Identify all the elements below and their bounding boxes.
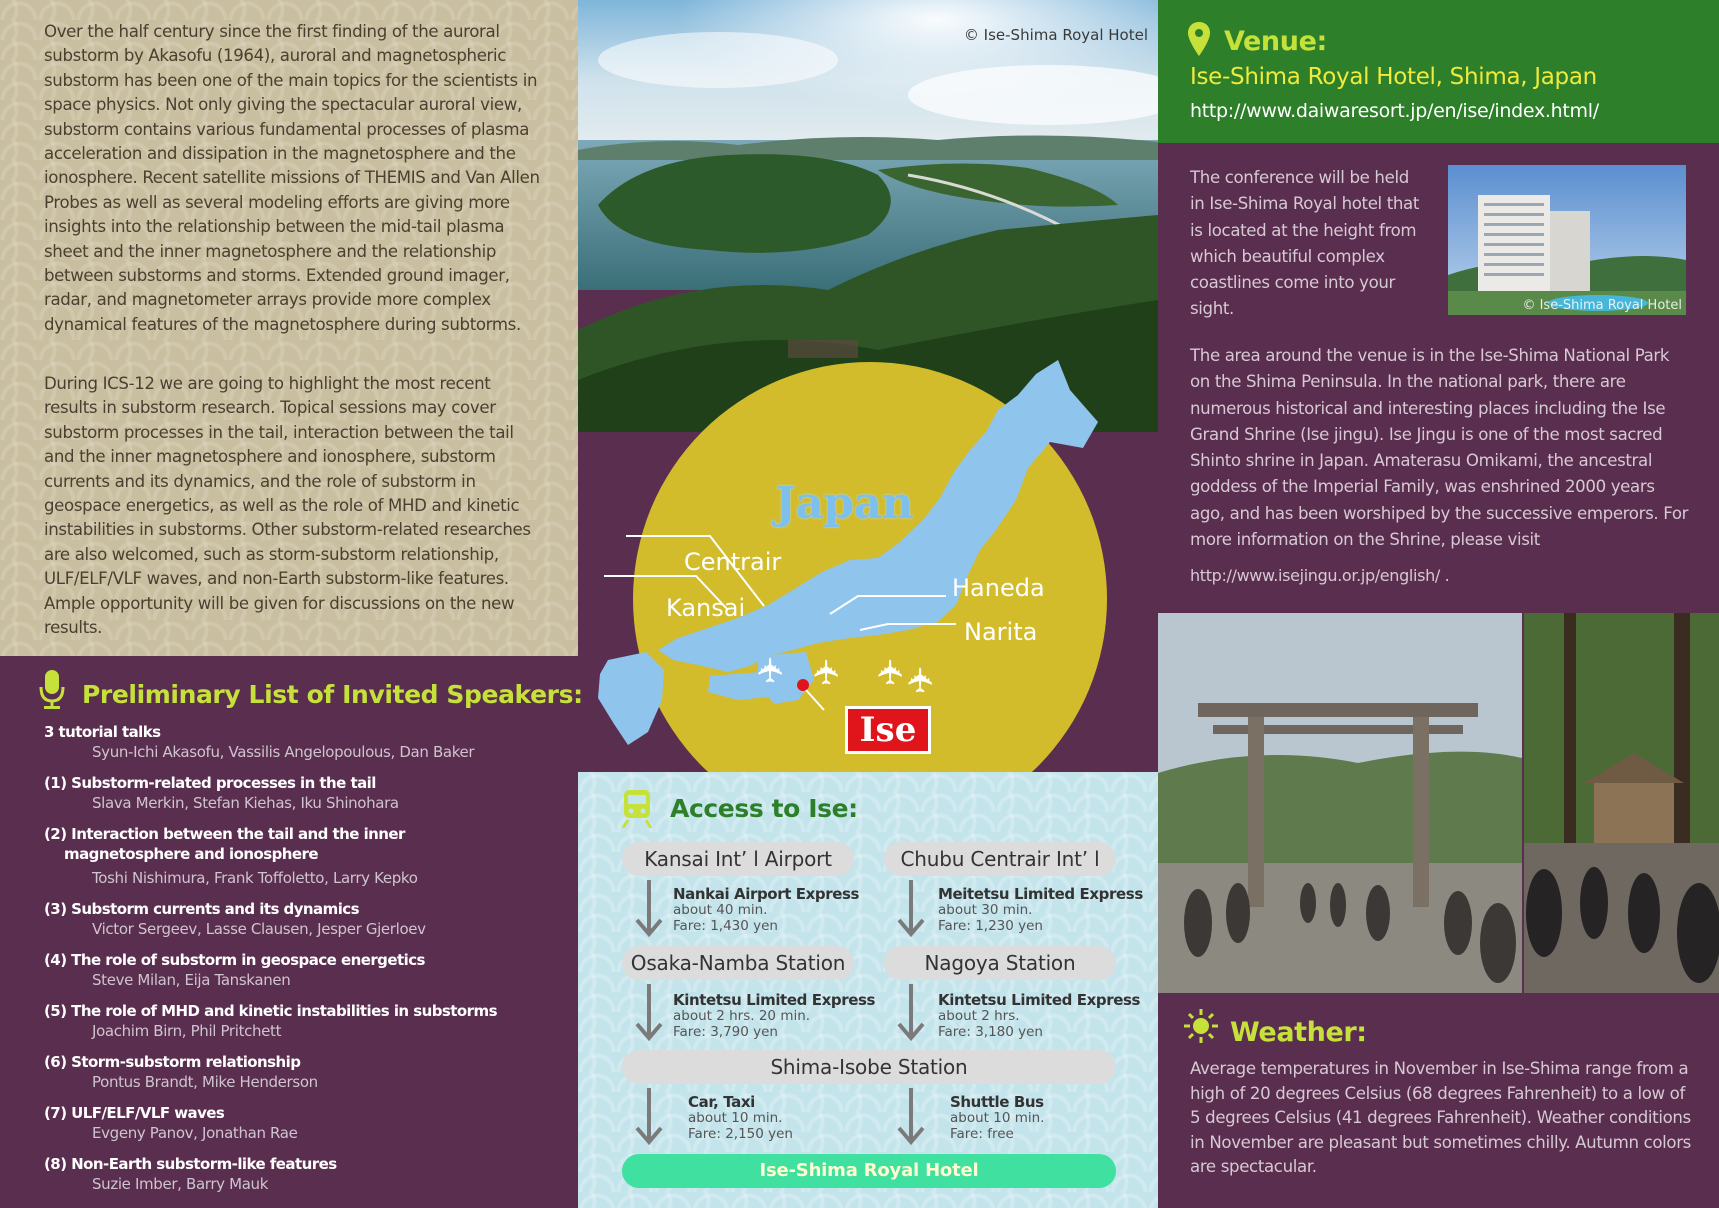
route-time: about 40 min.: [673, 902, 768, 918]
route-leg: [688, 1094, 793, 1142]
route-time: about 30 min.: [938, 902, 1033, 918]
route-name: Car, Taxi: [688, 1093, 755, 1111]
map-label-ise: Ise: [845, 706, 931, 754]
venue-label: Venue:: [1224, 26, 1327, 57]
route-leg: [673, 886, 859, 934]
microphone-icon: [38, 670, 66, 710]
route-fare: Fare: 1,230 yen: [938, 918, 1043, 934]
weather-title: Weather:: [1230, 1017, 1367, 1048]
route-name: Shuttle Bus: [950, 1093, 1044, 1111]
speakers-panel: [0, 656, 583, 1208]
airplane-icon-narita: ✈: [901, 665, 942, 695]
station-shima-isobe: Shima-Isobe Station: [622, 1050, 1116, 1084]
speaker-topic: (4) The role of substorm in geospace energetics: [44, 951, 425, 969]
route-name: Kintetsu Limited Express: [938, 991, 1141, 1009]
venue-body: [1158, 143, 1719, 613]
speaker-names: Pontus Brandt, Mike Henderson: [92, 1073, 318, 1091]
torii-gate-photo: [1158, 613, 1522, 993]
down-arrow-icon: [896, 880, 926, 938]
speaker-names: Evgeny Panov, Jonathan Rae: [92, 1124, 298, 1142]
route-fare: Fare: 3,790 yen: [673, 1024, 778, 1040]
map-label-kansai: Kansai: [666, 594, 746, 622]
route-leg: [938, 992, 1140, 1040]
speaker-topic-continued: magnetosphere and ionosphere: [64, 845, 319, 863]
access-title: Access to Ise:: [670, 794, 858, 823]
airplane-icon-haneda: ✈: [871, 657, 912, 687]
map-label-haneda: Haneda: [952, 574, 1045, 602]
intro-paragraph-1: Over the half century since the first finding of the auroral substorm by Akasofu (1964), auroral and magnetospheric substorm has been one of the main topics for the scientists in space physics. Not only giving the spectacular auroral view, substorm contains various fundamental processes of plasma acceleration and dissipation in the magnetosphere and the ionosphere. Recent satellite missions of THEMIS and Van Allen Probes as well as several modeling efforts are giving more insights into the relationship between the mid-tail plasma sheet and the inner magnetosphere and the relationship between substorms and storms. Extended ground imager, radar, and magnetometer arrays provide more complex dynamical features of the magnetosphere during subtorms.: [44, 22, 540, 334]
venue-intro-text: The conference will be held in Ise-Shima Royal hotel that is located at the height from which beautiful complex coastlines come into your sight.: [1190, 168, 1420, 319]
venue-url-link[interactable]: http://www.daiwaresort.jp/en/ise/index.html/: [1190, 100, 1599, 122]
station-kansai-airport: Kansai Int’ l Airport: [622, 842, 854, 876]
speaker-topic: (5) The role of MHD and kinetic instabilities in substorms: [44, 1002, 497, 1020]
down-arrow-icon: [634, 1088, 664, 1146]
route-time: about 10 min.: [950, 1110, 1045, 1126]
route-fare: Fare: 1,430 yen: [673, 918, 778, 934]
down-arrow-icon: [896, 1088, 926, 1146]
route-fare: Fare: 2,150 yen: [688, 1126, 793, 1142]
photo-credit: © Ise-Shima Royal Hotel: [963, 26, 1148, 44]
map-label-centrair: Centrair: [684, 548, 782, 576]
speaker-topic: 3 tutorial talks: [44, 723, 161, 741]
speaker-names: Suzie Imber, Barry Mauk: [92, 1175, 269, 1193]
route-time: about 2 hrs.: [938, 1008, 1020, 1024]
shrine-photos: [1158, 613, 1719, 993]
route-fare: Fare: free: [950, 1126, 1014, 1142]
airplane-icon-kansai: ✈: [751, 655, 792, 685]
intro-panel: [0, 0, 578, 656]
route-leg: [950, 1094, 1044, 1142]
station-osaka-namba: Osaka-Namba Station: [622, 946, 854, 980]
station-nagoya: Nagoya Station: [884, 946, 1116, 980]
speaker-names: Victor Sergeev, Lasse Clausen, Jesper Gjerloev: [92, 920, 426, 938]
weather-text: Average temperatures in November in Ise-Shima range from a high of 20 degrees Celsius (68 degrees Fahrenheit) to a low of 5 degrees Celsius (41 degrees Fahrenheit). Weather conditions in November are pleasant but sometimes chilly. Autumn colors are spectacular.: [1190, 1059, 1691, 1176]
speaker-names: Steve Milan, Eija Tanskanen: [92, 971, 291, 989]
route-leg: [938, 886, 1143, 934]
sun-icon: [1184, 1009, 1218, 1043]
route-time: about 10 min.: [688, 1110, 783, 1126]
speaker-topic: (7) ULF/ELF/VLF waves: [44, 1104, 225, 1122]
shrine-url-link[interactable]: http://www.isejingu.or.jp/english/ .: [1190, 566, 1450, 585]
speaker-topic: (8) Non-Earth substorm-like features: [44, 1155, 337, 1173]
map-title-japan: Japan: [775, 478, 914, 529]
destination-hotel: Ise-Shima Royal Hotel: [622, 1154, 1116, 1188]
hotel-photo-credit: © Ise-Shima Royal Hotel: [1522, 298, 1682, 313]
speaker-names: Slava Merkin, Stefan Kiehas, Iku Shinohara: [92, 794, 399, 812]
speaker-topic: (6) Storm-substorm relationship: [44, 1053, 301, 1071]
down-arrow-icon: [896, 984, 926, 1042]
route-name: Kintetsu Limited Express: [673, 991, 876, 1009]
speaker-topic: (3) Substorm currents and its dynamics: [44, 900, 360, 918]
route-name: Nankai Airport Express: [673, 885, 860, 903]
speaker-names: Toshi Nishimura, Frank Toffoletto, Larry Kepko: [92, 869, 418, 887]
station-chubu-centrair: Chubu Centrair Int’ l: [884, 842, 1116, 876]
down-arrow-icon: [634, 880, 664, 938]
access-panel: [578, 772, 1158, 1208]
intro-paragraph-2: During ICS-12 we are going to highlight the most recent results in substorm research. Topical sessions may cover substorm processes in the tail, interaction between the tail and the inner magnetosphere and ionosphere, substorm currents and its dynamics, and the role of substorm in geospace energetics, as well as the role of MHD and kinetic instabilities in substorms. Other substorm-related researches are also welcomed, such as storm-substorm relationship, ULF/ELF/VLF waves, and non-Earth substorm-like features. Ample opportunity will be given for discussions on the new results.: [44, 374, 531, 638]
venue-header: [1158, 0, 1719, 143]
speaker-names: Joachim Birn, Phil Pritchett: [92, 1022, 282, 1040]
speaker-topic: (1) Substorm-related processes in the tail: [44, 774, 376, 792]
route-time: about 2 hrs. 20 min.: [673, 1008, 811, 1024]
location-pin-icon: [1188, 22, 1210, 56]
route-fare: Fare: 3,180 yen: [938, 1024, 1043, 1040]
down-arrow-icon: [634, 984, 664, 1042]
speaker-names: Syun-Ichi Akasofu, Vassilis Angelopoulous, Dan Baker: [92, 743, 475, 761]
airplane-icon-centrair: ✈: [807, 657, 848, 687]
route-name: Meitetsu Limited Express: [938, 885, 1143, 903]
venue-area-text: The area around the venue is in the Ise-Shima National Park on the Shima Peninsula. In the national park, there are numerous historical and interesting places including the Ise Grand Shrine (Ise jingu). Ise Jingu is one of the most sacred Shinto shrine in Japan. Amaterasu Omikami, the ancestral goddess of the Imperial Family, was enshrined 2000 years ago, and has been worshiped by the successive emperors. For more information on the Shrine, please visit: [1190, 346, 1689, 550]
shrine-forest-photo: [1524, 613, 1719, 993]
map-label-narita: Narita: [964, 618, 1038, 646]
speakers-title: Preliminary List of Invited Speakers:: [82, 680, 583, 709]
weather-panel: [1158, 993, 1719, 1208]
venue-name: Ise-Shima Royal Hotel, Shima, Japan: [1190, 64, 1597, 90]
train-icon: [622, 790, 652, 828]
route-leg: [673, 992, 875, 1040]
hotel-photo: [1448, 165, 1686, 315]
speaker-topic: (2) Interaction between the tail and the inner: [44, 825, 405, 843]
